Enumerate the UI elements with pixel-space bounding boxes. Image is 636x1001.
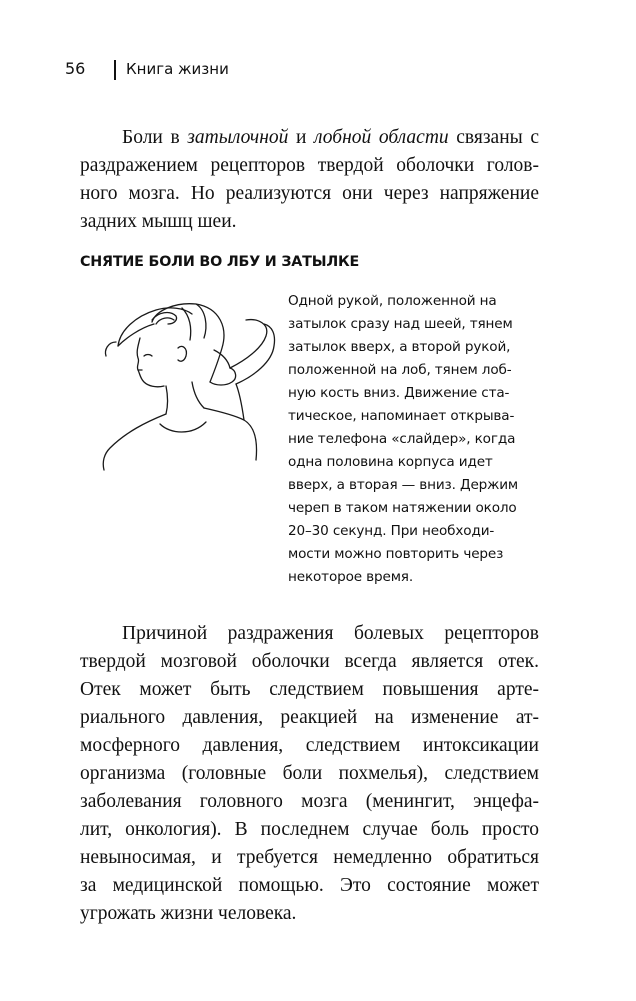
intro-text-segment: Боли в <box>122 127 188 148</box>
main-line: лит, онкология). В последнем случае боль просто <box>80 819 539 840</box>
intro-line: задних мышц шеи. <box>80 211 237 232</box>
page-number: 56 <box>65 59 86 78</box>
main-line: за медицинской помощью. Это состояние может <box>80 875 539 896</box>
main-line: риального давления, реакцией на изменение ат- <box>80 707 539 728</box>
book-title: Книга жизни <box>126 60 229 78</box>
intro-line-1 <box>80 124 539 152</box>
instruction-line: вверх, а вторая — вниз. Держим <box>288 477 519 493</box>
intro-text-segment: и <box>288 127 315 148</box>
instruction-line: некоторое время. <box>288 569 414 585</box>
intro-line: раздражением рецепторов твердой оболочки голов- <box>80 155 539 176</box>
instruction-line: 20–30 секунд. При необходи- <box>288 523 495 539</box>
instruction-line: мости можно повторить через <box>288 546 504 562</box>
instruction-line: ную кость вниз. Движение ста- <box>288 385 510 401</box>
intro-italic-term: затылочной <box>187 127 289 148</box>
main-paragraph <box>80 620 539 928</box>
instruction-line: положенной на лоб, тянем лоб- <box>288 362 512 378</box>
main-line: Отек может быть следствием повышения арте- <box>80 679 539 700</box>
main-line: Причиной раздражения болевых рецепторов <box>122 623 539 644</box>
instruction-line: череп в таком натяжении около <box>288 500 517 516</box>
main-line: мосферного давления, следствием интоксикации <box>80 735 539 756</box>
instruction-line: Одной рукой, положенной на <box>288 293 497 309</box>
section-heading: СНЯТИЕ БОЛИ ВО ЛБУ И ЗАТЫЛКЕ <box>80 254 360 270</box>
instruction-line: затылок вверх, а второй рукой, <box>288 339 511 355</box>
header-divider <box>114 60 116 80</box>
main-line: организма (головные боли похмелья), следствием <box>80 763 539 784</box>
instruction-line: одна половина корпуса идет <box>288 454 493 470</box>
intro-paragraph <box>80 124 539 236</box>
main-line: заболевания головного мозга (менингит, энцефа- <box>80 791 539 812</box>
intro-text-segment: связаны с <box>448 127 540 148</box>
main-line: угрожать жизни человека. <box>80 903 297 924</box>
intro-line: ного мозга. Но реализуются они через напряжение <box>80 183 539 204</box>
instruction-line: тическое, напоминает открыва- <box>288 408 515 424</box>
main-line: невыносимая, и требуется немедленно обратиться <box>80 847 539 868</box>
instruction-line: затылок сразу над шеей, тянем <box>288 316 513 332</box>
neck-stretch-illustration <box>96 290 286 480</box>
instruction-line: ние телефона «слайдер», когда <box>288 431 516 447</box>
intro-italic-term: лобной области <box>314 127 449 148</box>
exercise-instructions <box>288 290 539 589</box>
main-line: твердой мозговой оболочки всегда является отек. <box>80 651 539 672</box>
